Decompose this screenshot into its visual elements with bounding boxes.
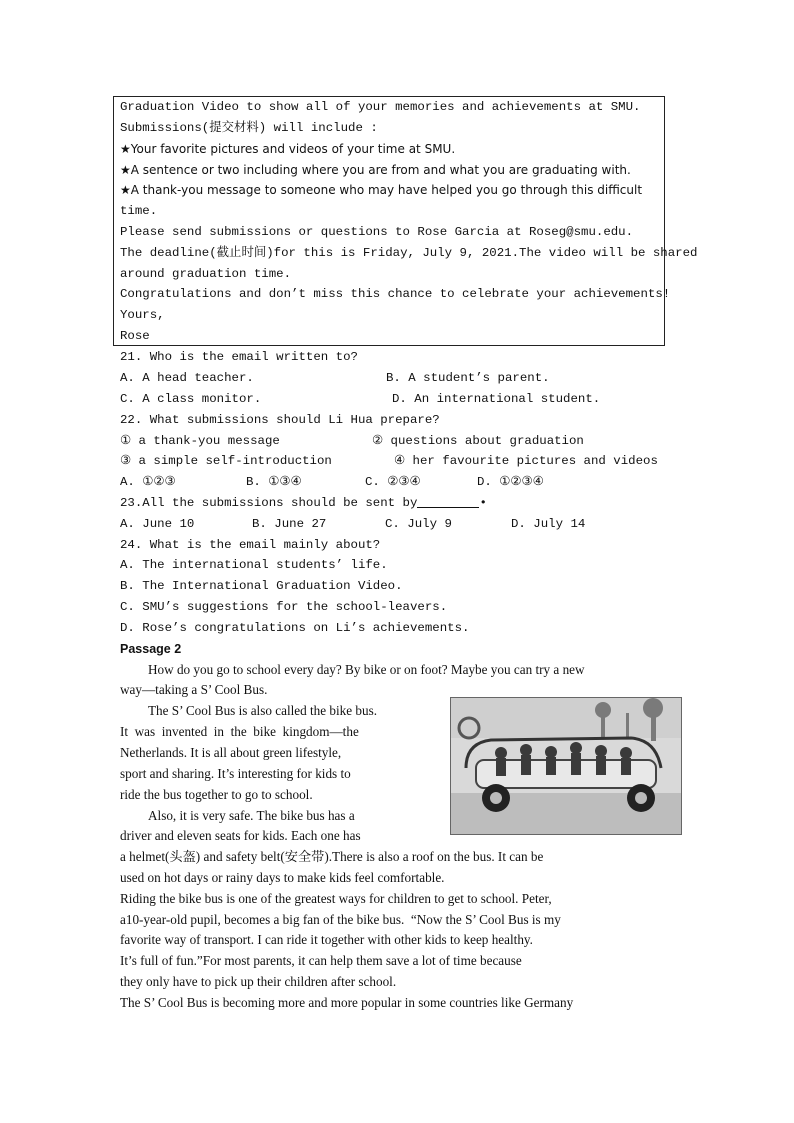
answer-blank	[417, 495, 479, 508]
passage-line: used on hot days or rainy days to make kids feel comfortable.	[120, 870, 445, 885]
question-22: 22. What submissions should Li Hua prepare?	[120, 413, 440, 427]
email-closing: Yours,	[120, 308, 165, 322]
option-24b: B. The International Graduation Video.	[120, 579, 403, 593]
option-23b: B. June 27	[252, 517, 327, 531]
passage-line: The S’ Cool Bus is becoming more and more popular in some countries like Germany	[120, 995, 574, 1010]
option-23a: A. June 10	[120, 517, 195, 531]
option-22c: C. ②③④	[365, 475, 421, 489]
passage-line: sport and sharing. It’s interesting for kids to	[120, 766, 351, 781]
item-22-1: ① a thank-you message	[120, 434, 280, 448]
option-21c: C. A class monitor.	[120, 392, 262, 406]
option-21b: B. A student’s parent.	[386, 371, 550, 385]
option-24d: D. Rose’s congratulations on Li’s achievements.	[120, 621, 470, 635]
passage-line: It’s full of fun.”For most parents, it can help them save a lot of time because	[120, 953, 522, 968]
email-line: around graduation time.	[120, 267, 292, 281]
question-23	[120, 493, 487, 513]
item-22-4: ④ her favourite pictures and videos	[394, 454, 658, 468]
bike-bus-illustration	[451, 698, 682, 835]
passage-line: a10-year-old pupil, becomes a big fan of the bike bus. “Now the S’ Cool Bus is my	[120, 912, 561, 927]
passage-line: way—taking a S’ Cool Bus.	[120, 682, 268, 697]
email-line: Please send submissions or questions to Rose Garcia at Roseg@smu.edu.	[120, 225, 634, 239]
question-21: 21. Who is the email written to?	[120, 350, 358, 364]
option-24c: C. SMU’s suggestions for the school-leavers.	[120, 600, 448, 614]
passage-line: Riding the bike bus is one of the greatest ways for children to get to school. Peter,	[120, 891, 552, 906]
passage-title: Passage 2	[120, 642, 182, 656]
question-23-text: 23.All the submissions should be sent by	[120, 496, 418, 510]
email-line: The deadline(截止时间)for this is Friday, July 9, 2021.The video will be shared	[120, 246, 698, 260]
passage-line: Also, it is very safe. The bike bus has a	[148, 808, 355, 823]
email-line: Submissions(提交材料) will include :	[120, 121, 378, 135]
option-23c: C. July 9	[385, 517, 452, 531]
email-signature: Rose	[120, 329, 150, 343]
option-22b: B. ①③④	[246, 475, 302, 489]
email-bullet: ★A sentence or two including where you are from and what you are graduating with.	[120, 163, 631, 177]
email-line: Graduation Video to show all of your memories and achievements at SMU.	[120, 100, 641, 114]
bike-bus-photo	[450, 697, 682, 835]
item-22-2: ② questions about graduation	[372, 434, 584, 448]
option-24a: A. The international students’ life.	[120, 558, 388, 572]
email-line: time.	[120, 204, 158, 218]
question-23-mark: •	[479, 496, 487, 510]
question-24: 24. What is the email mainly about?	[120, 538, 381, 552]
option-22d: D. ①②③④	[477, 475, 544, 489]
passage-line: How do you go to school every day? By bike or on foot? Maybe you can try a new	[148, 662, 585, 677]
option-22a: A. ①②③	[120, 475, 176, 489]
option-21a: A. A head teacher.	[120, 371, 254, 385]
email-bullet: ★A thank-you message to someone who may have helped you go through this difficult	[120, 183, 643, 197]
option-21d: D. An international student.	[392, 392, 601, 406]
item-22-3: ③ a simple self-introduction	[120, 454, 332, 468]
option-23d: D. July 14	[511, 517, 586, 531]
email-bullet: ★Your favorite pictures and videos of your time at SMU.	[120, 142, 456, 156]
passage-line: Netherlands. It is all about green lifestyle,	[120, 745, 342, 760]
passage-line: a helmet(头盔) and safety belt(安全带).There is also a roof on the bus. It can be	[120, 849, 544, 864]
passage-line: driver and eleven seats for kids. Each one has	[120, 828, 361, 843]
passage-line: ride the bus together to go to school.	[120, 787, 313, 802]
passage-line: they only have to pick up their children after school.	[120, 974, 397, 989]
passage-line: The S’ Cool Bus is also called the bike bus.	[148, 703, 378, 718]
passage-line: favorite way of transport. I can ride it together with other kids to keep healthy.	[120, 932, 533, 947]
passage-line: It was invented in the bike kingdom—the	[120, 724, 359, 739]
email-line: Congratulations and don’t miss this chance to celebrate your achievements!	[120, 287, 671, 301]
